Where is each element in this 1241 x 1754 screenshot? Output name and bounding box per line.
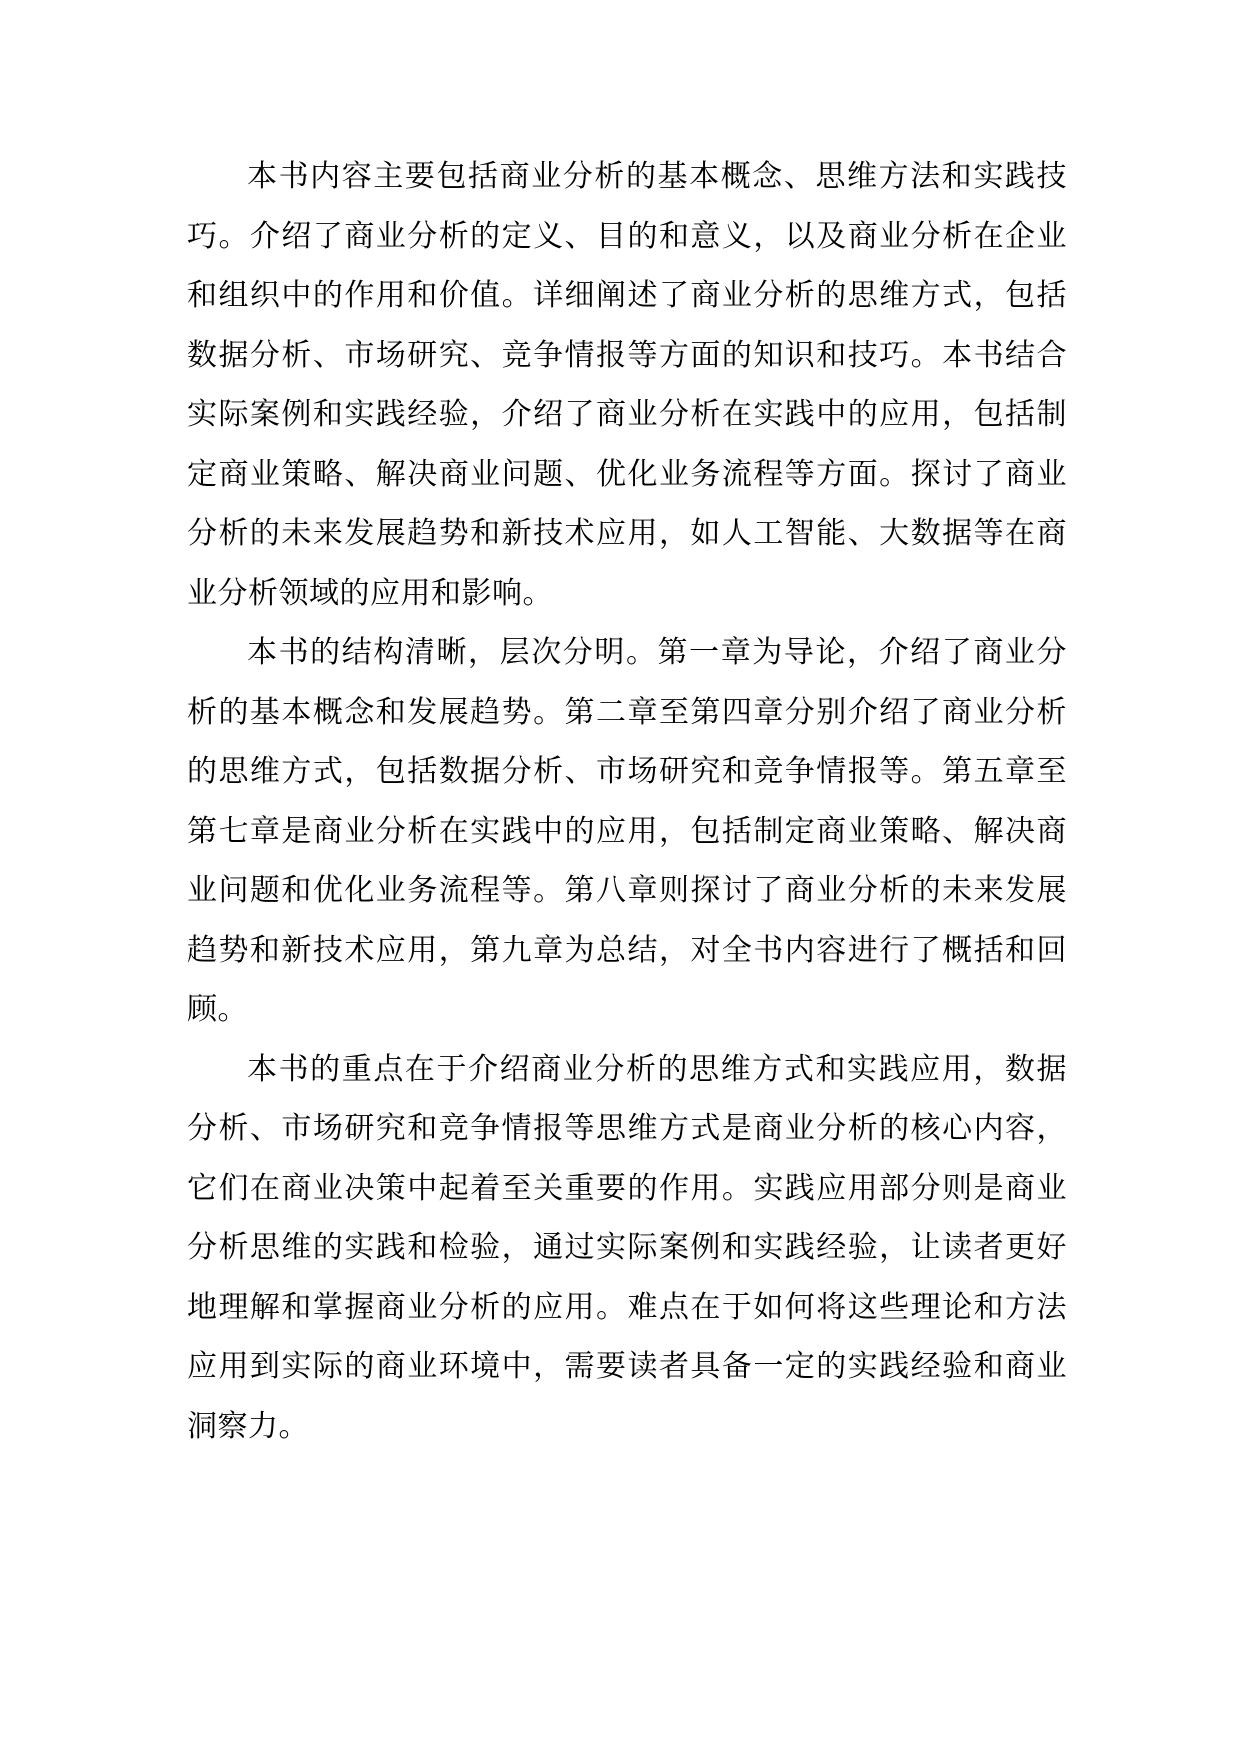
paragraph-key-points: 本书的重点在于介绍商业分析的思维方式和实践应用，数据分析、市场研究和竞争情报等思维方式是商业分析的核心内容，它们在商业决策中起着至关重要的作用。实践应用部分则是商业分析思维的实践和检验，通过实际案例和实践经验，让读者更好地理解和掌握商业分析的应用。难点在于如何将这些理论和方法应用到实际的商业环境中，需要读者具备一定的实践经验和商业洞察力。 <box>187 1051 1067 1444</box>
paragraph-book-structure: 本书的结构清晰，层次分明。第一章为导论，介绍了商业分析的基本概念和发展趋势。第二章至第四章分别介绍了商业分析的思维方式，包括数据分析、市场研究和竞争情报等。第五章至第七章是商业分析在实践中的应用，包括制定商业策略、解决商业问题和优化业务流程等。第八章则探讨了商业分析的未来发展趋势和新技术应用，第九章为总结，对全书内容进行了概括和回顾。 <box>187 635 1067 1027</box>
document-body <box>187 147 1067 1456</box>
paragraph-content-overview: 本书内容主要包括商业分析的基本概念、思维方法和实践技巧。介绍了商业分析的定义、目的和意义，以及商业分析在企业和组织中的作用和价值。详细阐述了商业分析的思维方式，包括数据分析、市场研究、竞争情报等方面的知识和技巧。本书结合实际案例和实践经验，介绍了商业分析在实践中的应用，包括制定商业策略、解决商业问题、优化业务流程等方面。探讨了商业分析的未来发展趋势和新技术应用，如人工智能、大数据等在商业分析领域的应用和影响。 <box>187 159 1067 611</box>
